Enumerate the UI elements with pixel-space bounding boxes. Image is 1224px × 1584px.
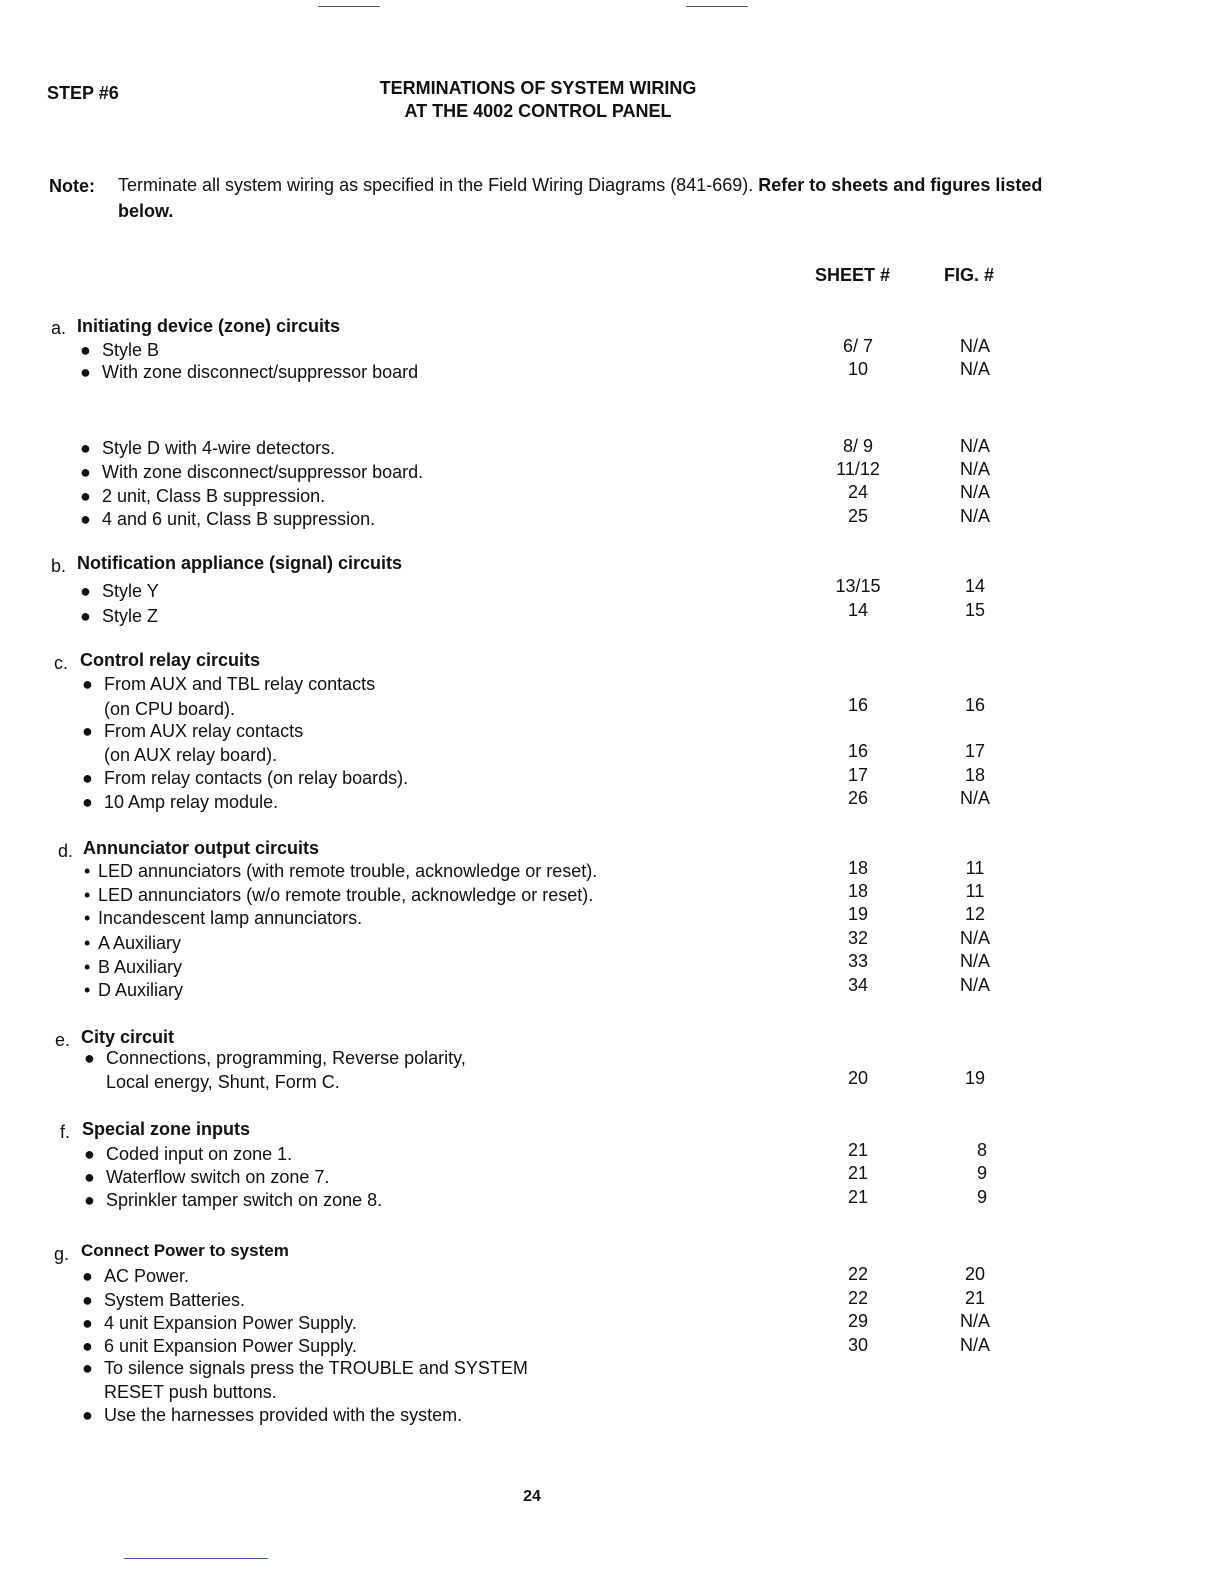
item-text: D Auxiliary bbox=[98, 980, 184, 1000]
fig-number: 14 bbox=[964, 576, 986, 596]
bullet-icon: • bbox=[84, 861, 91, 881]
fig-number: N/A bbox=[959, 951, 990, 971]
list-item bbox=[82, 1405, 462, 1426]
list-item bbox=[82, 1358, 528, 1379]
sheet-number: 30 bbox=[847, 1335, 869, 1355]
item-text: 10 Amp relay module. bbox=[104, 792, 279, 812]
sheet-number: 24 bbox=[847, 482, 869, 502]
sheet-number: 6/ 7 bbox=[842, 336, 874, 356]
sheet-number: 19 bbox=[847, 904, 869, 924]
fig-number: N/A bbox=[959, 482, 990, 502]
sheet-number: 8/ 9 bbox=[842, 436, 874, 456]
list-item bbox=[80, 340, 159, 361]
bullet-icon: ● bbox=[82, 1358, 93, 1378]
list-item bbox=[84, 980, 183, 1001]
bullet-icon: ● bbox=[82, 674, 93, 694]
sheet-number: 17 bbox=[847, 765, 869, 785]
bullet-icon: ● bbox=[82, 1266, 93, 1286]
sheet-number: 34 bbox=[847, 975, 869, 995]
fig-number: N/A bbox=[959, 336, 990, 356]
list-item bbox=[80, 362, 418, 383]
fig-number: 18 bbox=[964, 765, 986, 785]
section-f-title: Special zone inputs bbox=[82, 1119, 251, 1139]
bullet-icon: ● bbox=[84, 1190, 95, 1210]
bullet-icon: ● bbox=[84, 1167, 95, 1187]
item-text: Style D with 4-wire detectors. bbox=[102, 438, 336, 458]
list-item bbox=[80, 509, 375, 530]
bullet-icon: ● bbox=[80, 509, 91, 529]
fig-number: 12 bbox=[964, 904, 986, 924]
scan-rule-top-left bbox=[318, 6, 380, 7]
bullet-icon: ● bbox=[84, 1144, 95, 1164]
list-item bbox=[84, 933, 181, 954]
item-text: Style Y bbox=[102, 581, 159, 601]
item-text: Sprinkler tamper switch on zone 8. bbox=[106, 1190, 383, 1210]
list-item bbox=[82, 792, 278, 813]
page-title-line2: AT THE 4002 CONTROL PANEL bbox=[404, 101, 672, 121]
item-text: LED annunciators (w/o remote trouble, acknowledge or reset). bbox=[98, 885, 594, 905]
item-text: From relay contacts (on relay boards). bbox=[104, 768, 409, 788]
sheet-number: 13/15 bbox=[835, 576, 881, 596]
item-text: Use the harnesses provided with the system. bbox=[104, 1405, 463, 1425]
bullet-icon: • bbox=[84, 980, 91, 1000]
bullet-icon: ● bbox=[80, 438, 91, 458]
fig-number: N/A bbox=[959, 928, 990, 948]
list-item bbox=[84, 957, 182, 978]
bullet-icon: ● bbox=[80, 581, 91, 601]
list-item bbox=[82, 1266, 189, 1287]
section-d-title: Annunciator output circuits bbox=[83, 838, 319, 858]
note-label: Note: bbox=[49, 176, 95, 196]
item-text: LED annunciators (with remote trouble, acknowledge or reset). bbox=[98, 861, 598, 881]
item-text: 6 unit Expansion Power Supply. bbox=[104, 1336, 357, 1356]
bullet-icon: ● bbox=[80, 606, 91, 626]
fig-number: N/A bbox=[959, 975, 990, 995]
footer-rule bbox=[124, 1558, 268, 1559]
note-paragraph bbox=[118, 172, 1058, 224]
fig-number: 21 bbox=[964, 1288, 986, 1308]
fig-number: 17 bbox=[964, 741, 986, 761]
item-text: B Auxiliary bbox=[98, 957, 183, 977]
scan-rule-top-right bbox=[686, 6, 748, 7]
section-e-letter: e. bbox=[55, 1030, 71, 1050]
sheet-number: 14 bbox=[847, 600, 869, 620]
list-item-continuation: RESET push buttons. bbox=[104, 1382, 277, 1402]
item-text: 4 unit Expansion Power Supply. bbox=[104, 1313, 357, 1333]
bullet-icon: ● bbox=[82, 1336, 93, 1356]
fig-column-header: FIG. # bbox=[944, 265, 995, 285]
sheet-number: 21 bbox=[847, 1187, 869, 1207]
section-f-letter: f. bbox=[60, 1122, 71, 1142]
item-text: AC Power. bbox=[104, 1266, 190, 1286]
section-e-title: City circuit bbox=[81, 1027, 175, 1047]
sheet-number: 21 bbox=[847, 1163, 869, 1183]
fig-number: 15 bbox=[964, 600, 986, 620]
fig-number: 9 bbox=[976, 1163, 987, 1183]
list-item-continuation: (on CPU board). bbox=[104, 699, 236, 719]
item-text: With zone disconnect/suppressor board. bbox=[102, 462, 424, 482]
section-c-letter: c. bbox=[54, 653, 69, 673]
fig-number: N/A bbox=[959, 359, 990, 379]
list-item bbox=[84, 1190, 382, 1211]
fig-number: 20 bbox=[964, 1264, 986, 1284]
sheet-number: 26 bbox=[847, 788, 869, 808]
fig-number: 11 bbox=[965, 858, 985, 878]
bullet-icon: ● bbox=[82, 1313, 93, 1333]
fig-number: N/A bbox=[959, 1335, 990, 1355]
item-text: 2 unit, Class B suppression. bbox=[102, 486, 326, 506]
sheet-number: 11/12 bbox=[836, 459, 880, 479]
section-g-title: Connect Power to system bbox=[81, 1241, 289, 1260]
bullet-icon: • bbox=[84, 885, 91, 905]
list-item bbox=[80, 486, 325, 507]
bullet-icon: • bbox=[84, 957, 91, 977]
bullet-icon: ● bbox=[82, 768, 93, 788]
sheet-column-header: SHEET # bbox=[815, 265, 891, 285]
list-item bbox=[84, 1048, 466, 1069]
section-b-title: Notification appliance (signal) circuits bbox=[77, 553, 403, 573]
section-c-title: Control relay circuits bbox=[80, 650, 261, 670]
fig-number: N/A bbox=[959, 459, 990, 479]
sheet-number: 22 bbox=[847, 1264, 869, 1284]
list-item bbox=[82, 768, 408, 789]
item-text: To silence signals press the TROUBLE and SYSTEM bbox=[104, 1358, 528, 1378]
bullet-icon: ● bbox=[80, 340, 91, 360]
sheet-number: 22 bbox=[847, 1288, 869, 1308]
section-a-title: Initiating device (zone) circuits bbox=[77, 316, 341, 336]
bullet-icon: • bbox=[84, 933, 91, 953]
bullet-icon: ● bbox=[82, 1290, 93, 1310]
list-item bbox=[82, 1313, 357, 1334]
list-item bbox=[84, 1167, 329, 1188]
list-item bbox=[80, 438, 335, 459]
item-text: Waterflow switch on zone 7. bbox=[106, 1167, 330, 1187]
sheet-number: 29 bbox=[847, 1311, 869, 1331]
fig-number: 11 bbox=[965, 881, 985, 901]
item-text: Incandescent lamp annunciators. bbox=[98, 908, 363, 928]
section-d-letter: d. bbox=[58, 841, 74, 861]
page-number: 24 bbox=[523, 1488, 541, 1505]
item-text: 4 and 6 unit, Class B suppression. bbox=[102, 509, 376, 529]
sheet-number: 16 bbox=[847, 695, 869, 715]
page-title-line1: TERMINATIONS OF SYSTEM WIRING bbox=[379, 78, 697, 98]
sheet-number: 25 bbox=[847, 506, 869, 526]
sheet-number: 10 bbox=[847, 359, 869, 379]
step-label: STEP #6 bbox=[47, 83, 119, 103]
list-item bbox=[84, 908, 362, 929]
bullet-icon: ● bbox=[84, 1048, 95, 1068]
item-text: System Batteries. bbox=[104, 1290, 246, 1310]
sheet-number: 20 bbox=[847, 1068, 869, 1088]
section-b-letter: b. bbox=[51, 556, 67, 576]
item-text: Style Z bbox=[102, 606, 159, 626]
item-text: From AUX and TBL relay contacts bbox=[104, 674, 376, 694]
fig-number: 8 bbox=[976, 1140, 987, 1160]
bullet-icon: ● bbox=[82, 792, 93, 812]
list-item bbox=[82, 1336, 357, 1357]
sheet-number: 32 bbox=[847, 928, 869, 948]
fig-number: N/A bbox=[959, 1311, 990, 1331]
item-text: From AUX relay contacts bbox=[104, 721, 304, 741]
list-item-continuation: Local energy, Shunt, Form C. bbox=[106, 1072, 340, 1092]
list-item bbox=[80, 581, 159, 602]
list-item bbox=[82, 1290, 245, 1311]
list-item bbox=[80, 462, 423, 483]
bullet-icon: ● bbox=[80, 462, 91, 482]
item-text: Connections, programming, Reverse polarity, bbox=[106, 1048, 466, 1068]
sheet-number: 16 bbox=[847, 741, 869, 761]
list-item bbox=[84, 1144, 292, 1165]
item-text: A Auxiliary bbox=[98, 933, 182, 953]
bullet-icon: ● bbox=[80, 362, 91, 382]
note-bold-text: Refer to sheets and figures listed below. bbox=[118, 175, 1043, 221]
note-text: Terminate all system wiring as specified in the Field Wiring Diagrams (841-669). bbox=[118, 175, 754, 195]
section-g-letter: g. bbox=[54, 1244, 70, 1264]
fig-number: N/A bbox=[959, 436, 990, 456]
bullet-icon: ● bbox=[82, 1405, 93, 1425]
fig-number: 16 bbox=[964, 695, 986, 715]
fig-number: 19 bbox=[964, 1068, 986, 1088]
item-text: With zone disconnect/suppressor board bbox=[102, 362, 419, 382]
list-item bbox=[80, 606, 158, 627]
sheet-number: 18 bbox=[847, 881, 869, 901]
fig-number: N/A bbox=[959, 506, 990, 526]
section-a-letter: a. bbox=[51, 318, 67, 338]
sheet-number: 33 bbox=[847, 951, 869, 971]
fig-number: 9 bbox=[976, 1187, 987, 1207]
bullet-icon: ● bbox=[82, 721, 93, 741]
bullet-icon: • bbox=[84, 908, 91, 928]
list-item-continuation: (on AUX relay board). bbox=[104, 745, 278, 765]
item-text: Coded input on zone 1. bbox=[106, 1144, 293, 1164]
bullet-icon: ● bbox=[80, 486, 91, 506]
list-item bbox=[82, 721, 303, 742]
list-item bbox=[84, 861, 597, 882]
sheet-number: 18 bbox=[847, 858, 869, 878]
sheet-number: 21 bbox=[847, 1140, 869, 1160]
item-text: Style B bbox=[102, 340, 160, 360]
list-item bbox=[84, 885, 593, 906]
fig-number: N/A bbox=[959, 788, 990, 808]
list-item bbox=[82, 674, 375, 695]
